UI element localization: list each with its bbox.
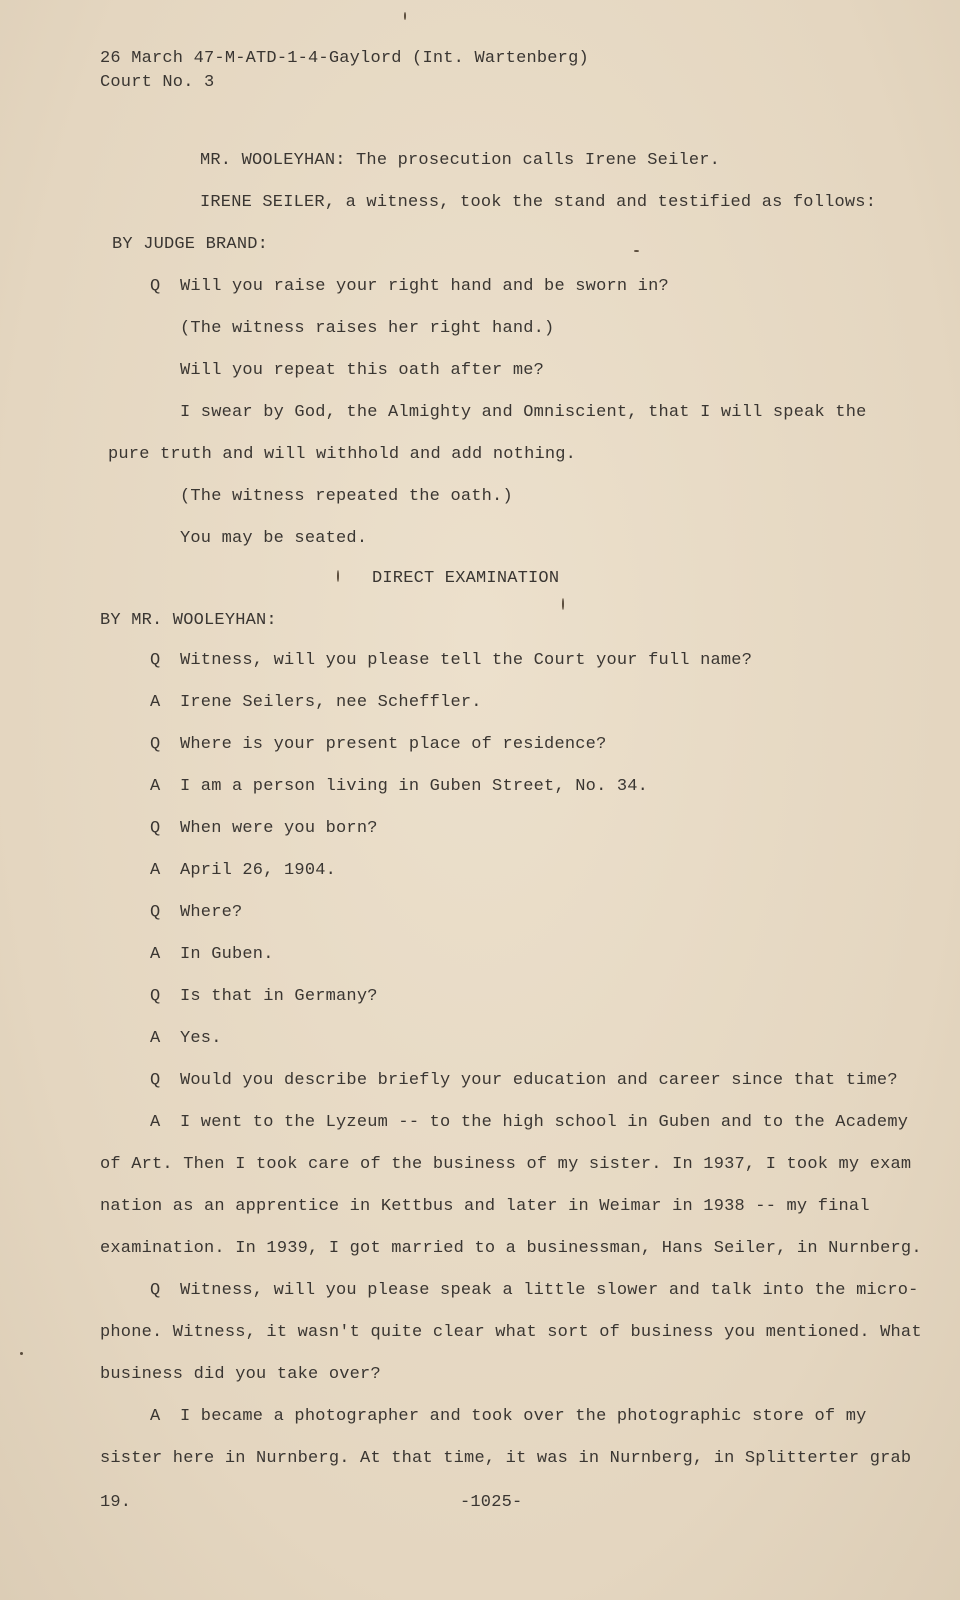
speaker-label: Q	[150, 277, 161, 296]
exchange-line	[150, 1070, 898, 1092]
footer-left-number: 19.	[100, 1493, 132, 1512]
repeat-oath: Will you repeat this oath after me?	[180, 361, 545, 380]
section-heading: DIRECT EXAMINATION	[372, 569, 560, 588]
oath-text-2: pure truth and will withhold and add nothing.	[108, 445, 577, 464]
speaker-label: A	[150, 1029, 161, 1048]
exchange-text: When were you born?	[180, 819, 378, 838]
exchange-line	[150, 1028, 222, 1050]
prosecution-call: MR. WOOLEYHAN: The prosecution calls Irene Seiler.	[200, 151, 721, 170]
paper-speck	[634, 250, 639, 252]
exchange-text: Is that in Germany?	[180, 987, 378, 1006]
question-business-line: business did you take over?	[100, 1365, 381, 1384]
exchange-line	[150, 650, 752, 672]
by-mr-heading: BY MR. WOOLEYHAN:	[100, 611, 277, 630]
exchange-text: April 26, 1904.	[180, 861, 337, 880]
exchange-text: Irene Seilers, nee Scheffler.	[180, 693, 482, 712]
exchange-line	[150, 986, 378, 1008]
exchange-text: I am a person living in Guben Street, No. 34.	[180, 777, 649, 796]
answer-education-line: nation as an apprentice in Kettbus and later in Weimar in 1938 -- my final	[100, 1197, 870, 1216]
witness-took-stand: IRENE SEILER, a witness, took the stand and testified as follows:	[200, 193, 877, 212]
speaker-label: Q	[150, 1071, 161, 1090]
by-judge-heading: BY JUDGE BRAND:	[112, 235, 269, 254]
header-line-2: Court No. 3	[100, 73, 215, 92]
speaker-label: A	[150, 1407, 161, 1426]
speaker-label: Q	[150, 987, 161, 1006]
answer-education-line: examination. In 1939, I got married to a businessman, Hans Seiler, in Nurnberg.	[100, 1239, 922, 1258]
speaker-label: A	[150, 693, 161, 712]
stage-direction-hand: (The witness raises her right hand.)	[180, 319, 555, 338]
answer-text: I became a photographer and took over the photographic store of my	[180, 1407, 867, 1426]
speaker-label: Q	[150, 903, 161, 922]
speaker-label: A	[150, 861, 161, 880]
speaker-label: A	[150, 777, 161, 796]
header-line-1: 26 March 47-M-ATD-1-4-Gaylord (Int. Wartenberg)	[100, 49, 589, 68]
stage-direction-oath: (The witness repeated the oath.)	[180, 487, 513, 506]
question-business-first	[150, 1280, 919, 1302]
exchange-line	[150, 860, 336, 882]
exchange-line	[150, 734, 606, 756]
oath-question-text: Will you raise your right hand and be sworn in?	[180, 277, 669, 296]
speaker-label: Q	[150, 819, 161, 838]
speaker-label: A	[150, 1113, 161, 1132]
answer-education-first	[150, 1112, 908, 1134]
exchange-text: Yes.	[180, 1029, 222, 1048]
answer-education-line: of Art. Then I took care of the business of my sister. In 1937, I took my exam	[100, 1155, 912, 1174]
paper-speck	[404, 12, 406, 20]
exchange-text: Witness, will you please tell the Court your full name?	[180, 651, 753, 670]
oath-text-1: I swear by God, the Almighty and Omniscient, that I will speak the	[180, 403, 867, 422]
exchange-line	[150, 902, 242, 924]
oath-question	[150, 276, 669, 298]
question-text: Witness, will you please speak a little slower and talk into the micro-	[180, 1281, 919, 1300]
paper-speck	[20, 1352, 23, 1355]
answer-text: I went to the Lyzeum -- to the high school in Guben and to the Academy	[180, 1113, 909, 1132]
page-number: -1025-	[460, 1493, 523, 1512]
speaker-label: Q	[150, 735, 161, 754]
speaker-label: Q	[150, 1281, 161, 1300]
exchange-text: Where is your present place of residence?	[180, 735, 607, 754]
exchange-line	[150, 692, 482, 714]
answer-photo-line: sister here in Nurnberg. At that time, it was in Nurnberg, in Splitterter grab	[100, 1449, 912, 1468]
exchange-text: Would you describe briefly your education and career since that time?	[180, 1071, 898, 1090]
exchange-text: In Guben.	[180, 945, 274, 964]
seated-instruction: You may be seated.	[180, 529, 368, 548]
speaker-label: Q	[150, 651, 161, 670]
exchange-line	[150, 776, 648, 798]
exchange-text: Where?	[180, 903, 243, 922]
speaker-label: A	[150, 945, 161, 964]
paper-speck	[562, 598, 564, 610]
paper-speck	[337, 570, 339, 582]
answer-photo-first	[150, 1406, 867, 1428]
exchange-line	[150, 818, 378, 840]
question-business-line: phone. Witness, it wasn't quite clear what sort of business you mentioned. What	[100, 1323, 922, 1342]
exchange-line	[150, 944, 274, 966]
